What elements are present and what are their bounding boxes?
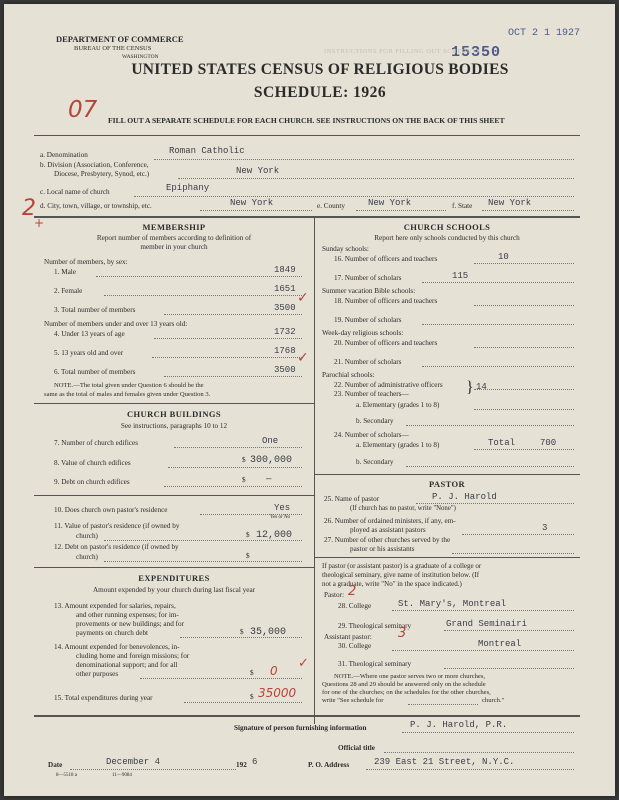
q14-value[interactable]: 0 xyxy=(270,664,278,678)
q11-label-2: church) xyxy=(76,532,98,540)
q8-dollar: $ xyxy=(242,456,246,464)
q10-value[interactable]: Yes xyxy=(274,503,291,513)
buildings-intro: See instructions, paragraphs 10 to 12 xyxy=(120,422,228,430)
pastor-note-5: church." xyxy=(482,697,505,704)
q21-label: 21. Number of scholars xyxy=(334,358,402,366)
q14-label-1: 14. Amount expended for benevolences, in- xyxy=(54,643,180,651)
bureau-city: WASHINGTON xyxy=(122,54,159,60)
q9-dollar: $ xyxy=(242,476,246,484)
age-intro: Number of members under and over 13 years old: xyxy=(44,320,188,328)
pastor-note-2: Questions 28 and 29 should be answered only on the schedule xyxy=(322,681,486,688)
po-address-label: P. O. Address xyxy=(308,761,350,769)
sunday-schools-label: Sunday schools: xyxy=(322,245,369,253)
form-title: UNITED STATES CENSUS OF RELIGIOUS BODIES xyxy=(131,61,509,78)
pastor-subhead: Pastor: xyxy=(324,591,344,599)
form-number: 8—5518 a xyxy=(56,773,77,778)
q27-label-1: 27. Number of other churches served by the xyxy=(324,536,451,544)
q13-label-1: 13. Amount expended for salaries, repairs, xyxy=(54,602,176,610)
q26-value[interactable]: 3 xyxy=(542,523,548,533)
q8-label: 8. Value of church edifices xyxy=(54,459,131,467)
schools-intro: Report here only schools conducted by this church xyxy=(374,234,520,242)
q24b-label: b. Secondary xyxy=(356,458,394,466)
q27-label-2: pastor or his assistants xyxy=(350,545,415,553)
census-schedule-sheet xyxy=(4,4,615,796)
schools-heading: CHURCH SCHOOLS xyxy=(403,222,491,232)
q25-label: 25. Name of pastor xyxy=(324,495,380,503)
red-mark-top: 07 xyxy=(68,97,98,123)
q7-value[interactable]: One xyxy=(262,436,279,446)
pastor-note-4: write "See schedule for xyxy=(322,697,384,704)
red-cross-mark: + xyxy=(34,216,45,230)
year-suffix[interactable]: 6 xyxy=(252,757,258,767)
faded-back-instructions: INSTRUCTIONS FOR FILLING OUT SCHEDULE xyxy=(324,48,482,55)
q12-label-2: church) xyxy=(76,553,98,561)
q11-value[interactable]: 12,000 xyxy=(256,530,293,541)
q22-label: 22. Number of administrative officers xyxy=(334,381,443,389)
q7-label: 7. Number of church edifices xyxy=(54,439,139,447)
q9-value[interactable]: — xyxy=(266,474,272,484)
q5-value[interactable]: 1768 xyxy=(274,346,296,356)
q6-value[interactable]: 3500 xyxy=(274,365,296,375)
q2-label: 2. Female xyxy=(54,287,83,295)
q31-label: 31. Theological seminary xyxy=(338,660,412,668)
q13-label-4: payments on church debt xyxy=(76,629,149,637)
q14-dollar: $ xyxy=(250,669,254,677)
q12-dollar: $ xyxy=(246,552,250,560)
q1-value[interactable]: 1849 xyxy=(274,265,296,275)
q10-label: 10. Does church own pastor's residence xyxy=(54,506,168,514)
q3-label: 3. Total number of members xyxy=(54,306,136,314)
assistant-red-mark: 3 xyxy=(398,626,407,641)
q17-label: 17. Number of scholars xyxy=(334,274,402,282)
q15-value[interactable]: 35000 xyxy=(258,686,297,700)
pastor-note-1: NOTE.—Where one pastor serves two or more churches, xyxy=(334,673,486,680)
grad-intro-3: not a graduate, write "No" in the space indicated.) xyxy=(322,580,462,588)
membership-intro-2: member in your church xyxy=(140,243,208,251)
q14-label-2: cluding home and foreign missions; for xyxy=(76,652,190,660)
q13-dollar: $ xyxy=(240,628,244,636)
q24a-total-label: Total xyxy=(488,438,516,448)
red-mark-side: 2 xyxy=(22,196,36,221)
q20-label: 20. Number of officers and teachers xyxy=(334,339,438,347)
q19-label: 19. Number of scholars xyxy=(334,316,402,324)
division-value[interactable]: New York xyxy=(236,166,280,176)
instruction-banner: FILL OUT A SEPARATE SCHEDULE FOR EACH CHURCH. SEE INSTRUCTIONS ON THE BACK OF THIS SHEET xyxy=(108,116,505,125)
q10-hint: Yes or No xyxy=(270,515,291,520)
q29-value[interactable]: Grand Seminairi xyxy=(446,619,528,629)
q11-label-1: 11. Value of pastor's residence (if owned by xyxy=(54,522,180,530)
received-date-stamp: OCT 2 1 1927 xyxy=(508,28,581,39)
weekday-schools-label: Week-day religious schools: xyxy=(322,329,404,337)
date-value[interactable]: December 4 xyxy=(106,757,161,767)
expenditures-heading: EXPENDITURES xyxy=(138,573,210,583)
print-number: 11—9084 xyxy=(112,773,132,778)
q25-value[interactable]: P. J. Harold xyxy=(432,492,497,502)
summer-schools-label: Summer vacation Bible schools: xyxy=(322,287,416,295)
q25-note: (If church has no pastor, write "None") xyxy=(350,505,456,512)
q24a-value[interactable]: 700 xyxy=(540,438,557,448)
q6-label: 6. Total number of members xyxy=(54,368,136,376)
grad-intro-1: If pastor (or assistant pastor) is a graduate of a college or xyxy=(322,562,482,570)
q14-check-mark: ✓ xyxy=(298,656,309,671)
assistant-subhead: Assistant pastor: xyxy=(324,633,372,641)
q24a-label: a. Elementary (grades 1 to 8) xyxy=(356,441,440,449)
q30-value[interactable]: Montreal xyxy=(478,639,522,649)
q2-value[interactable]: 1651 xyxy=(274,284,296,294)
city-label: d. City, town, village, or township, etc. xyxy=(40,202,152,210)
q26-label-2: ployed as assistant pastors xyxy=(350,526,426,534)
pastor-note-3: for one of the churches; on the schedules for the other churches, xyxy=(322,689,491,696)
q8-value[interactable]: 300,000 xyxy=(250,455,293,466)
state-label: f. State xyxy=(452,202,473,210)
q16-value[interactable]: 10 xyxy=(498,252,509,262)
bureau-name: BUREAU OF THE CENSUS xyxy=(74,45,152,52)
form-subtitle: SCHEDULE: 1926 xyxy=(253,84,387,101)
membership-intro-1: Report number of members according to definition of xyxy=(96,234,252,242)
q26-label-1: 26. Number of ordained ministers, if any, em- xyxy=(324,517,456,525)
q13-label-3: provements or new buildings; and for xyxy=(76,620,184,628)
q4-label: 4. Under 13 years of age xyxy=(54,330,125,338)
official-title-label: Official title xyxy=(338,744,375,752)
q30-label: 30. College xyxy=(338,642,372,650)
po-address-value[interactable]: 239 East 21 Street, N.Y.C. xyxy=(374,757,515,767)
buildings-heading: CHURCH BUILDINGS xyxy=(126,409,221,419)
denomination-label: a. Denomination xyxy=(40,151,88,159)
q17-value[interactable]: 115 xyxy=(452,271,469,281)
q11-dollar: $ xyxy=(246,531,250,539)
expenditures-intro: Amount expended by your church during last fiscal year xyxy=(92,586,256,594)
by-sex-label: Number of members, by sex: xyxy=(44,258,128,266)
membership-note-2: same as the total of males and females given under Question 3. xyxy=(44,391,211,398)
q9-label: 9. Debt on church edifices xyxy=(54,478,130,486)
dept-name: DEPARTMENT OF COMMERCE xyxy=(56,34,184,44)
q14-label-4: other purposes xyxy=(76,670,119,678)
q28-value[interactable]: St. Mary's, Montreal xyxy=(398,599,507,609)
local-name-value[interactable]: Epiphany xyxy=(166,183,210,193)
q28-label: 28. College xyxy=(338,602,372,610)
serial-number: 15350 xyxy=(451,44,502,61)
q22-q23-value[interactable]: 14 xyxy=(476,382,487,392)
membership-heading: MEMBERSHIP xyxy=(142,222,206,232)
pastor-red-mark: 2 xyxy=(348,584,357,599)
q12-label-1: 12. Debt on pastor's residence (if owned by xyxy=(54,543,179,551)
q18-label: 18. Number of officers and teachers xyxy=(334,297,438,305)
date-label: Date xyxy=(48,761,63,769)
q1-label: 1. Male xyxy=(54,268,76,276)
grad-intro-2: theological seminary, give name of institution below. (If xyxy=(322,571,480,579)
state-value[interactable]: New York xyxy=(488,198,532,208)
county-value[interactable]: New York xyxy=(368,198,412,208)
q24-label: 24. Number of scholars— xyxy=(334,431,409,439)
q15-label: 15. Total expenditures during year xyxy=(54,694,153,702)
q16-label: 16. Number of officers and teachers xyxy=(334,255,438,263)
pastor-heading: PASTOR xyxy=(428,479,466,489)
q14-label-3: denominational support; and for all xyxy=(76,661,178,669)
membership-note-1: NOTE.—The total given under Question 6 should be the xyxy=(54,382,204,389)
q4-value[interactable]: 1732 xyxy=(274,327,296,337)
parochial-schools-label: Parochial schools: xyxy=(322,371,375,379)
q13-value[interactable]: 35,000 xyxy=(250,627,287,638)
q22-q23-bracket: } xyxy=(466,379,474,396)
q13-label-2: and other running expenses; for im- xyxy=(76,611,179,619)
q6-check-mark: ✓ xyxy=(297,350,309,366)
q23a-label: a. Elementary (grades 1 to 8) xyxy=(356,401,440,409)
q29-label: 29. Theological seminary xyxy=(338,622,412,630)
q23b-label: b. Secondary xyxy=(356,417,394,425)
q23-label: 23. Number of teachers— xyxy=(334,390,409,398)
q3-check-mark: ✓ xyxy=(297,290,309,306)
q3-value[interactable]: 3500 xyxy=(274,303,296,313)
q15-dollar: $ xyxy=(250,693,254,701)
signature-value[interactable]: P. J. Harold, P.R. xyxy=(410,720,508,730)
local-name-label: c. Local name of church xyxy=(40,188,110,196)
year-prefix: 192 xyxy=(236,761,247,769)
county-label: e. County xyxy=(317,202,345,210)
signature-label: Signature of person furnishing information xyxy=(234,724,367,732)
city-value[interactable]: New York xyxy=(230,198,274,208)
division-label-1: b. Division (Association, Conference, xyxy=(40,161,149,169)
division-label-2: Diocese, Presbytery, Synod, etc.) xyxy=(54,170,150,178)
denomination-value[interactable]: Roman Catholic xyxy=(169,146,245,156)
q5-label: 5. 13 years old and over xyxy=(54,349,124,357)
